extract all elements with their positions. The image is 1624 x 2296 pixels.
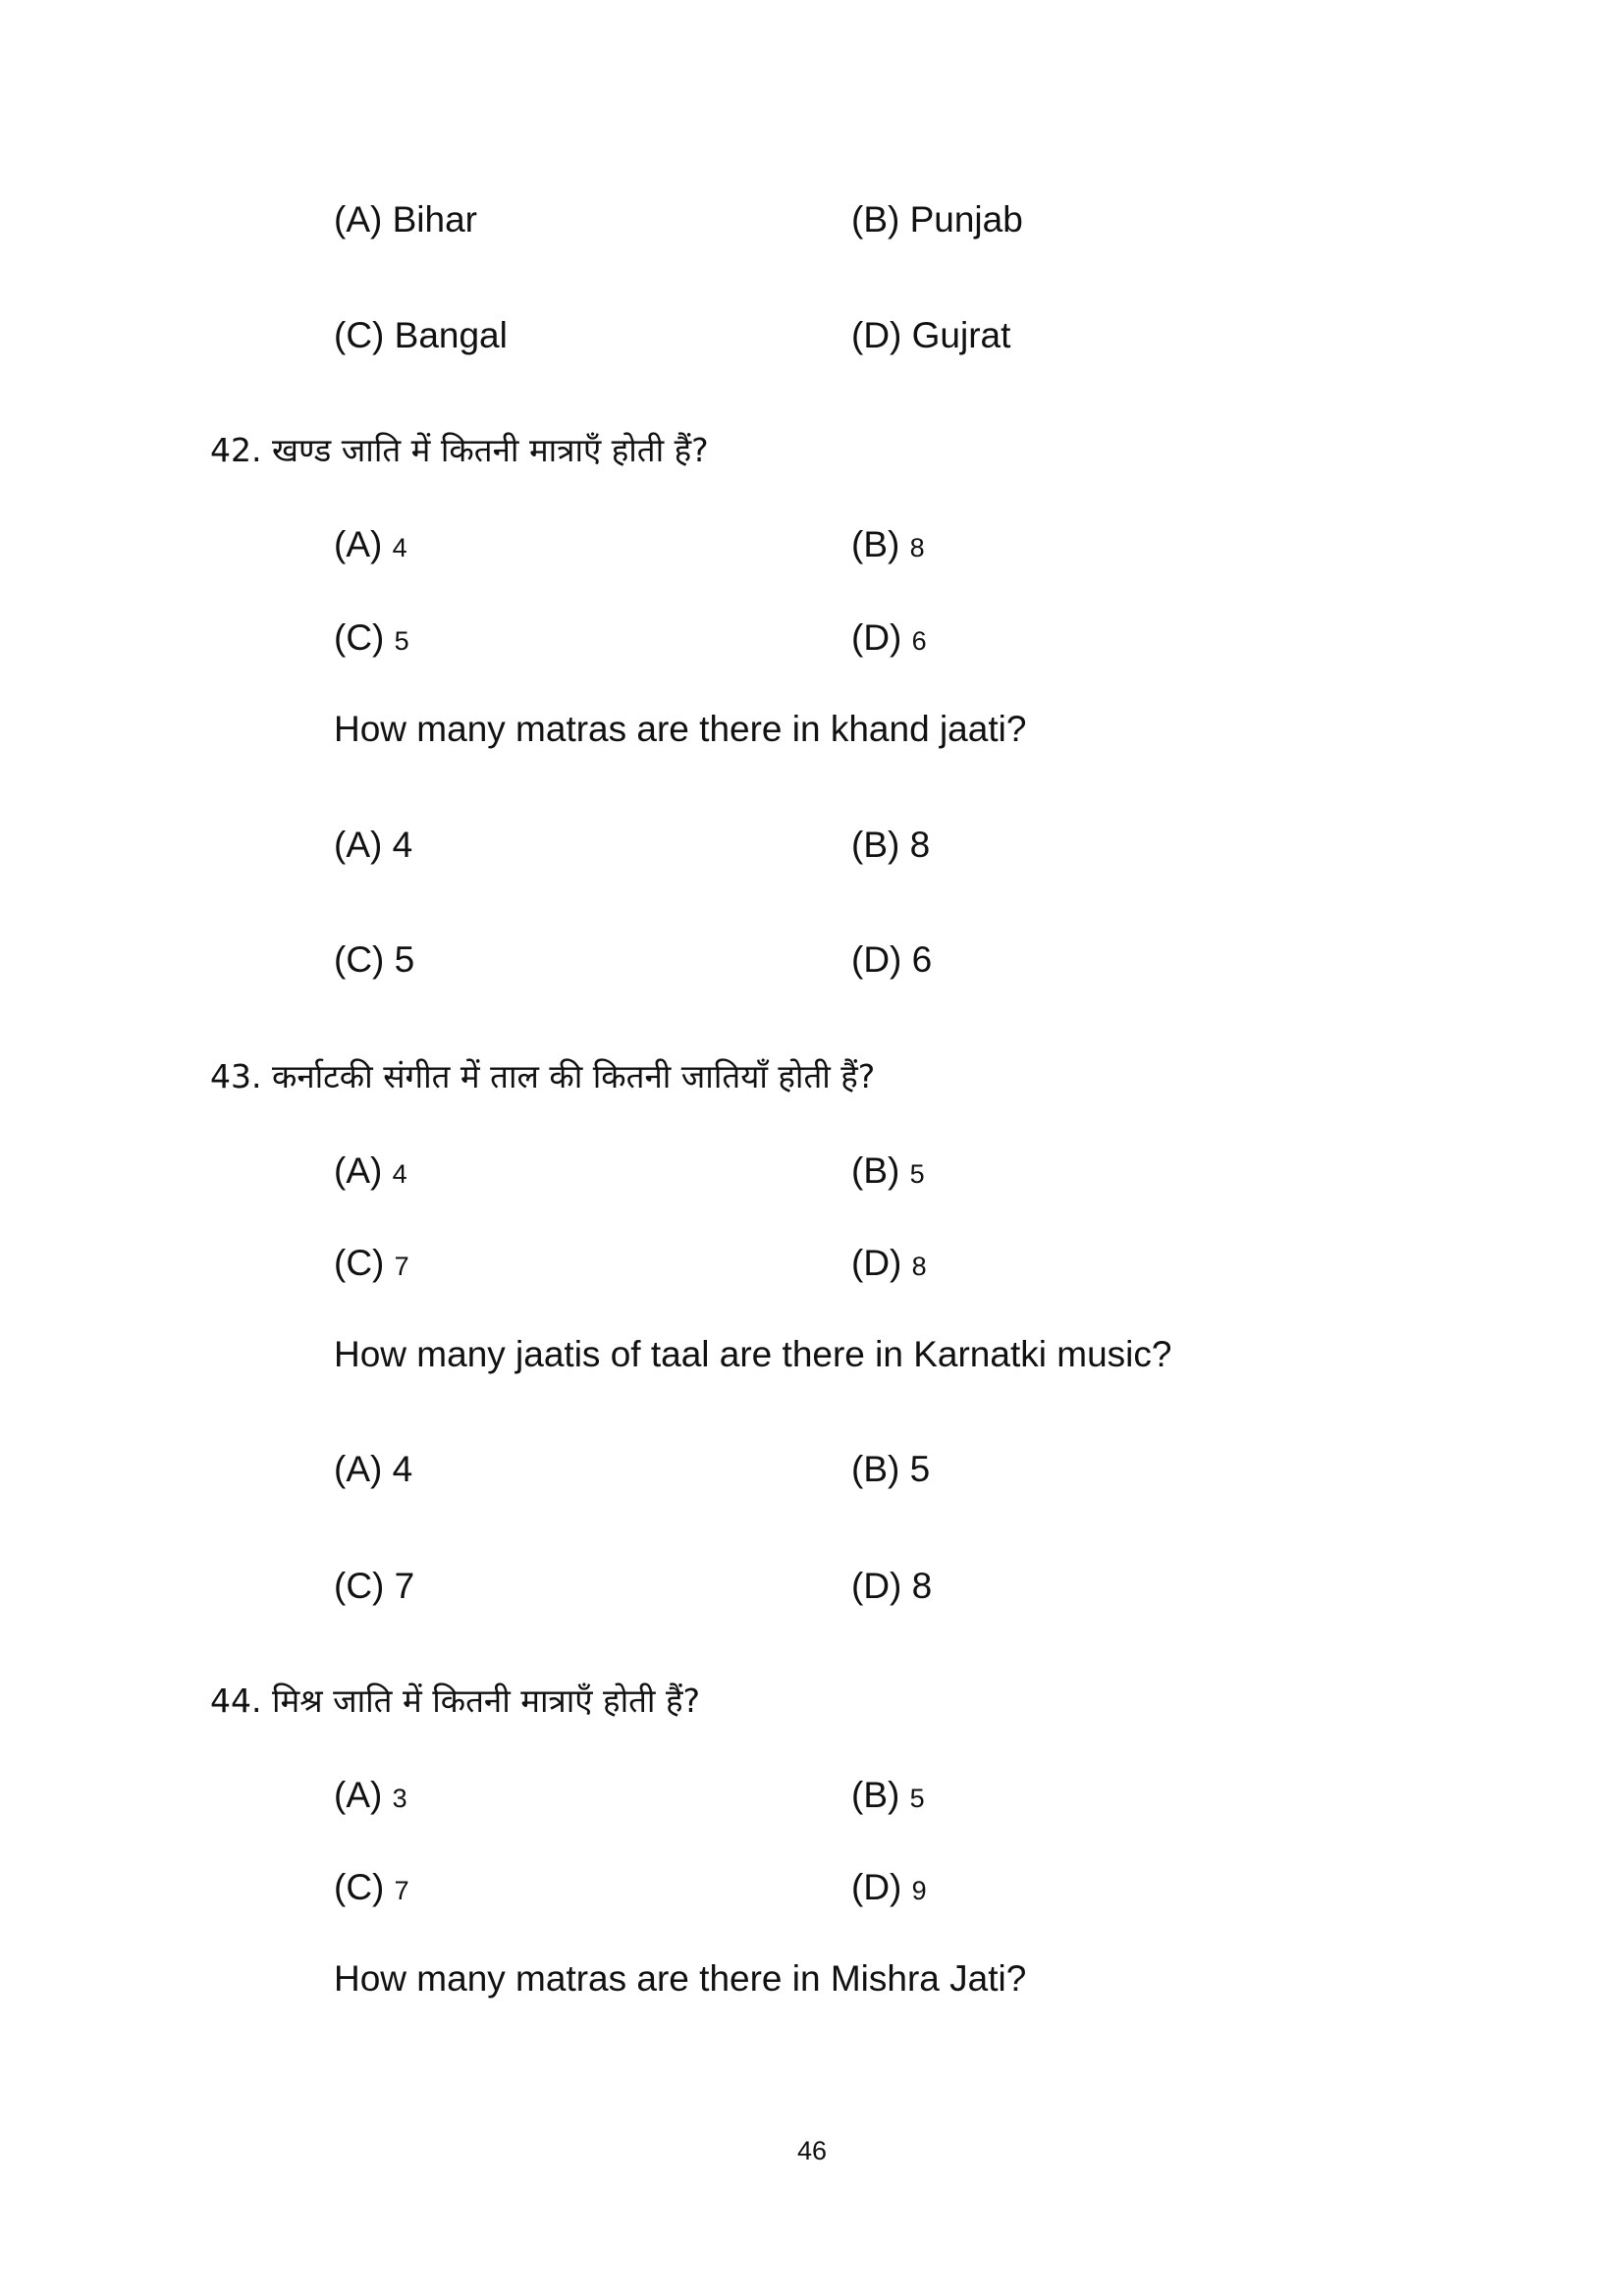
option-b: (B) 5 bbox=[851, 1449, 931, 1489]
option-label: (C) bbox=[334, 617, 385, 658]
option-value: 8 bbox=[911, 1252, 927, 1281]
option-d: (D) Gujrat bbox=[851, 315, 1011, 355]
option-b: (B) 8 bbox=[851, 825, 931, 865]
option-a: (A) Bihar bbox=[334, 199, 477, 240]
question-43-english: How many jaatis of taal are there in Karnatki music? bbox=[334, 1334, 1172, 1374]
option-value: 7 bbox=[394, 1876, 409, 1905]
option-a bbox=[334, 1774, 407, 1820]
option-label: (B) bbox=[851, 1150, 900, 1191]
question-44-hindi: 44. मिश्र जाति में कितनी मात्राएँ होती हैं? bbox=[210, 1682, 700, 1720]
option-value: 5 bbox=[909, 1159, 925, 1189]
option-b bbox=[851, 523, 925, 569]
option-value: 5 bbox=[909, 1784, 925, 1813]
option-value: 4 bbox=[392, 1159, 407, 1189]
option-c bbox=[334, 1242, 409, 1288]
option-c: (C) 5 bbox=[334, 939, 415, 980]
option-value: 3 bbox=[392, 1784, 407, 1813]
option-value: 9 bbox=[911, 1876, 927, 1905]
option-label: (D) bbox=[851, 1243, 902, 1283]
option-d: (D) 6 bbox=[851, 939, 933, 980]
option-c: (C) Bangal bbox=[334, 315, 508, 355]
option-a: (A) 4 bbox=[334, 1449, 413, 1489]
option-b: (B) Punjab bbox=[851, 199, 1023, 240]
option-value: 4 bbox=[392, 533, 407, 562]
option-c: (C) 7 bbox=[334, 1566, 415, 1606]
question-42-hindi: 42. खण्ड जाति में कितनी मात्राएँ होती हैं? bbox=[210, 431, 709, 469]
option-value: 7 bbox=[394, 1252, 409, 1281]
option-d bbox=[851, 616, 927, 663]
option-b bbox=[851, 1149, 925, 1196]
option-label: (B) bbox=[851, 1775, 900, 1815]
option-label: (A) bbox=[334, 1150, 383, 1191]
option-c bbox=[334, 616, 409, 663]
option-a bbox=[334, 1149, 407, 1196]
option-label: (D) bbox=[851, 617, 902, 658]
option-d bbox=[851, 1866, 927, 1912]
page-number: 46 bbox=[796, 2136, 828, 2165]
option-value: 6 bbox=[911, 626, 927, 656]
option-value: 5 bbox=[394, 626, 409, 656]
option-label: (D) bbox=[851, 1867, 902, 1907]
option-a: (A) 4 bbox=[334, 825, 413, 865]
question-42-english: How many matras are there in khand jaati? bbox=[334, 709, 1027, 749]
option-c bbox=[334, 1866, 409, 1912]
question-44-english: How many matras are there in Mishra Jati? bbox=[334, 1958, 1027, 1999]
option-label: (A) bbox=[334, 1775, 383, 1815]
option-b bbox=[851, 1774, 925, 1820]
option-d: (D) 8 bbox=[851, 1566, 933, 1606]
option-label: (C) bbox=[334, 1867, 385, 1907]
option-a bbox=[334, 523, 407, 569]
option-value: 8 bbox=[909, 533, 925, 562]
option-label: (A) bbox=[334, 524, 383, 564]
option-label: (B) bbox=[851, 524, 900, 564]
option-d bbox=[851, 1242, 927, 1288]
option-label: (C) bbox=[334, 1243, 385, 1283]
question-43-hindi: 43. कर्नाटकी संगीत में ताल की कितनी जातियाँ होती हैं? bbox=[210, 1057, 876, 1095]
